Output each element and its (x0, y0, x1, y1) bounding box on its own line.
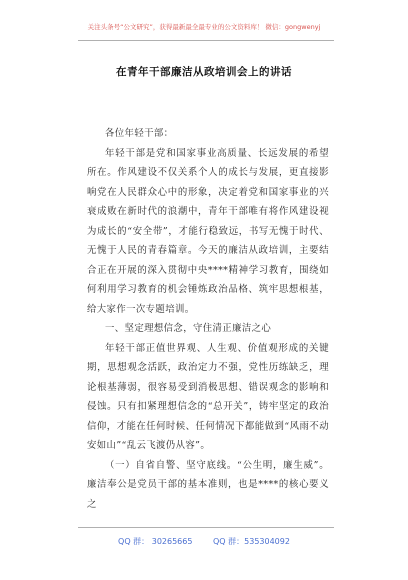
footer-divider (78, 527, 334, 528)
header-promo-text: 关注头条号“公文研究”，获得最新最全最专业的公文资料库！ 微信：gongwenyj (87, 23, 321, 31)
page-header (0, 22, 408, 31)
salutation: 各位年轻干部： (105, 128, 174, 139)
footer-qq-group-1: QQ 群： 30265665 (118, 537, 193, 546)
header-divider (78, 40, 334, 41)
document-title: 在青年干部廉洁从政培训会上的讲话 (116, 66, 292, 78)
footer-qq-group-2: QQ 群：535304092 (213, 537, 290, 546)
page-footer (0, 536, 408, 547)
subsection-paragraph: （一）自省自警、坚守底线。“公生明，廉生威”。廉洁奉公是党员干部的基本准则，也是****的核心要义之 (87, 459, 329, 510)
paragraph: 年轻干部是党和国家事业高质量、长远发展的希望所在。作风建设不仅关系个人的成长与发展，更直接影响党在人民群众心中的形象，决定着党和国家事业的兴衰成败在新时代的浪潮中，青年干部唯有将作风建设视为成长的“安全带”，才能行稳致远，书写无愧于时代、无愧于人民的青春篇章。今天的廉洁从政培训，主要结合正在开展的深入贯彻中央****精神学习教育，围绕如何利用学习教育的机会锤炼政治品格、筑牢思想根基，给大家作一次专题培训。 (87, 147, 329, 315)
document-body (87, 124, 329, 514)
paragraph: 年轻干部正值世界观、人生观、价值观形成的关键期，思想观念活跃，政治定力不强，党性历练缺乏，理论根基薄弱，很容易受到消极思想、错误观念的影响和侵蚀。只有扣紧理想信念的“总开关”，铸牢坚定的政治信仰，才能在任何时候、任何情况下都能做到“风雨不动安如山”“乱云飞渡仍从容”。 (87, 342, 329, 451)
section-heading: 一、坚定理想信念，守住清正廉洁之心 (105, 323, 272, 334)
